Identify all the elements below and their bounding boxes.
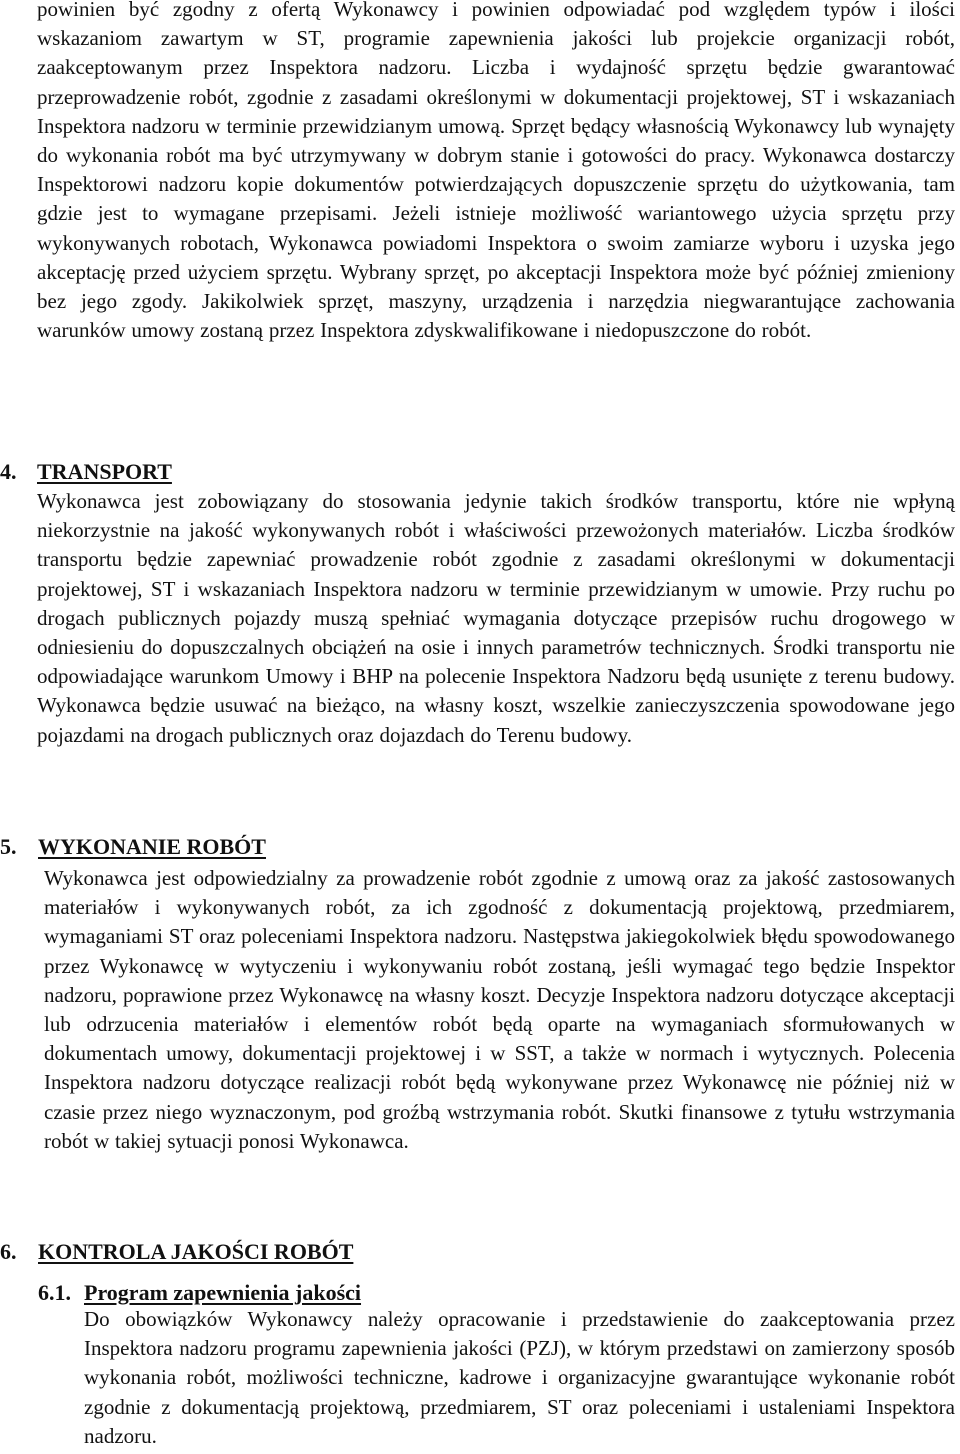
section-text-transport: Wykonawca jest zobowiązany do stosowania jedynie takich środków transportu, które nie wpłyną niekorzystnie na jakość wykonywanych robót i właściwości przewożonych materiałów. Liczba środków transportu będzie zapewniać prowadzenie robót zgodnie z zasadami określonymi w dokumentacji projektowej, ST i wskazaniach Inspektora nadzoru w terminie przewidzianym w umowie. Przy ruchu po drogach publicznych pojazdy muszą spełniać wymagania dotyczące przepisów ruchu drogowego w odniesieniu do dopuszczalnych obciążeń na osie i innych parametrów technicznych. Środki transportu nie odpowiadające warunkom Umowy i BHP na polecenie Inspektora Nadzoru będą usunięte z terenu budowy. Wykonawca będzie usuwać na bieżąco, na własny koszt, wszelkie zanieczyszczenia spowodowane jego pojazdami na drogach publicznych oraz dojazdach do Terenu budowy. [37,489,955,747]
intro-paragraph: powinien być zgodny z ofertą Wykonawcy i powinien odpowiadać pod względem typów i ilości wskazaniom zawartym w ST, programie zapewnienia jakości lub projekcie organizacji robót, zaakceptowanym przez Inspektora nadzoru. Liczba i wydajność sprzętu będzie gwarantować przeprowadzenie robót, zgodnie z zasadami określonymi w dokumentacji projektowej, ST i wskazaniach Inspektora nadzoru w terminie przewidzianym umową. Sprzęt będący własnością Wykonawcy lub wynajęty do wykonania robót ma być utrzymywany w dobrym stanie i gotowości do pracy. Wykonawca dostarczy Inspektorowi nadzoru kopie dokumentów potwierdzających dopuszczenie sprzętu do użytkowania, tam gdzie jest to wymagane przepisami. Jeżeli istnieje możliwość wariantowego użycia sprzętu przy wykonywanych robotach, Wykonawca powiadomi Inspektora o swoim zamiarze wyboru i uzyska jego akceptację przed użyciem sprzętu. Wybrany sprzęt, po akceptacji Inspektora może być później zmieniony bez jego zgody. Jakikolwiek sprzęt, maszyny, urządzenia i narzędzia niegwarantujące zachowania warunków umowy zostaną przez Inspektora zdyskwalifikowane i niedopuszczone do robót. [37,0,955,343]
section-heading-transport [0,458,172,486]
section-heading-kontrola-jakosci [0,1238,353,1266]
subsection-number: 6.1. [38,1280,71,1305]
subsection-text-program-jakosci: Do obowiązków Wykonawcy należy opracowanie i przedstawienie do zaakceptowania przez Inspektora nadzoru programu zapewnienia jakości (PZJ), w którym przedstawi on zamierzony sposób wykonania robót, możliwości techniczne, kadrowe i organizacyjne gwarantujące wykonanie robót zgodnie z dokumentacją projektową, przedmiarem, ST oraz poleceniami i ustaleniami Inspektora nadzoru. [84,1307,955,1448]
section-heading-wykonanie-robot [0,833,266,861]
section-title: KONTROLA JAKOŚCI ROBÓT [38,1239,354,1264]
subsection-heading-program-jakosci [38,1279,361,1307]
section-number: 6. [0,1239,17,1264]
section-title: WYKONANIE ROBÓT [38,834,266,859]
section-number: 4. [0,459,17,484]
section-text-wykonanie-robot: Wykonawca jest odpowiedzialny za prowadzenie robót zgodnie z umową oraz za jakość zastosowanych materiałów i wykonywanych robót, za ich zgodność z dokumentacją projektową, przedmiarem, wymaganiami ST oraz poleceniami Inspektora nadzoru. Następstwa jakiegokolwiek błędu spowodowanego przez Wykonawcę w wytyczeniu i wykonywaniu robót zostaną, jeśli wymagać tego będzie Inspektor nadzoru, poprawione przez Wykonawcę na własny koszt. Decyzje Inspektora nadzoru dotyczące akceptacji lub odrzucenia materiałów i elementów robót będą oparte na wymaganiach sformułowanych w dokumentach umowy, dokumentacji projektowej i w SST, a także w normach i wytycznych. Polecenia Inspektora nadzoru dotyczące realizacji robót będą wykonywane przez Wykonawcę nie później niż w czasie przez niego wyznaczonym, pod groźbą wstrzymania robót. Skutki finansowe z tytułu wstrzymania robót w takiej sytuacji ponosi Wykonawca. [44,866,955,1153]
section-number: 5. [0,834,17,859]
subsection-title: Program zapewnienia jakości [84,1280,362,1305]
section-title: TRANSPORT [37,459,172,484]
